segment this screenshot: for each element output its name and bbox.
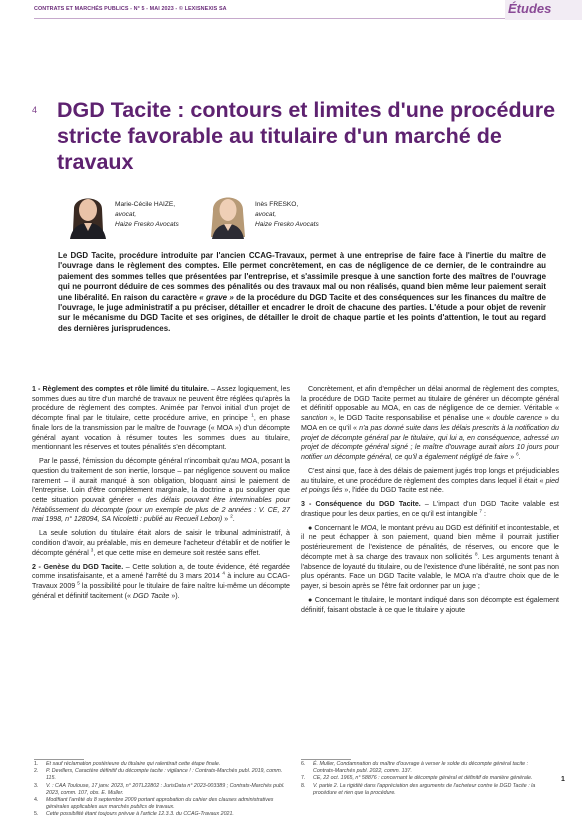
author-role: avocat, [115, 210, 137, 218]
author-photo [208, 189, 248, 239]
author-role: avocat, [255, 210, 277, 218]
paragraph-text: la possibilité pour le titulaire de faire naître lui-même un décompte général et définitif tacitement (« [32, 581, 290, 600]
footnote [301, 775, 546, 782]
footnote-number: 8. [301, 782, 306, 789]
paragraph-text: – Cette solution a, de toute évidence, été regardée comme insatisfaisante, et a amené l'arrêté du 3 mars 2014 [32, 562, 290, 581]
paragraph-text: ● Concernant le titulaire, le montant indiqué dans son décompte est également définitif, faisant obstacle à ce que le titulaire y ajoute [301, 595, 559, 614]
citation: MOA [360, 523, 377, 532]
paragraph-heading: 1 - Règlement des comptes et rôle limité du titulaire. [32, 385, 210, 393]
footnote-ref: 3 [90, 547, 94, 553]
footnote [301, 761, 546, 775]
footnotes-right [301, 761, 546, 797]
paragraph-text: à inclure au CCAG-Travaux 2009 [32, 572, 291, 590]
paragraph [301, 385, 559, 463]
paragraph [301, 467, 559, 496]
paragraph-text: ● Concernant le [308, 523, 361, 532]
footnote-text: É. Muller, Condamnation du maître d'ouvrage à verser le solde du décompte général tacite : Contrats-Marchés publ. 2022, comm. 137. [313, 761, 529, 775]
abstract [58, 251, 546, 334]
footnote-ref: 8 [474, 551, 478, 557]
citation: pied et poings liés [301, 476, 559, 495]
footnote-number: 7. [301, 775, 306, 782]
abstract-part2: de la procédure du DGD Tacite et des conséquences sur les finances du maître de l'ouvrage, le juge administratif a pu préciser, détailler et encadrer le droit de chacune des parties. L'étude a pour objet de revenir sur le mécanisme du DGD Tacite et ses origines, de détailler le droit de chaque partie et les points d'attention, le tout au regard des dernières jurisprudences. [58, 292, 546, 333]
paragraph-heading: 2 - Genèse du DGD Tacite. [32, 562, 124, 571]
citation: des délais pouvant être interminables pour l'établissement du décompte (pour un exemple de plus de 2 années : V. CE, 27 mai 1998, n° 128094, SA Nicoletti : publié au Recueil Lebon) [32, 495, 290, 524]
footnote-text: Modifiant l'arrêté du 8 septembre 2009 portant approbation du cahier des clauses administratives générales applicables aux marchés publics de travaux. [46, 797, 274, 811]
paragraph-text: »). [169, 591, 180, 600]
article-number: 4 [32, 105, 38, 115]
footnote [34, 768, 292, 782]
paragraph-text: , et que cette mise en demeure soit restée sans effet. [93, 548, 261, 557]
citation: sanction [301, 414, 328, 423]
footnote-number: 6. [301, 761, 306, 767]
author-info [255, 200, 319, 229]
footnote-number: 4. [34, 797, 39, 804]
footnote-ref: 4 [222, 570, 225, 576]
footnote [34, 761, 292, 768]
paragraph-text: – Assez logiquement, les sommes dues au titre d'un marché de travaux ne peuvent être réglées qu'après la procédure de règlement des comptes. Animée par l'envoi initial d'un projet de décompte final par le titulaire, cette procédure arrive, en principe [32, 385, 290, 423]
footnote-text: P. Devillers, Caractère définitif du décompte tacite : vigilance ! : Contrats-Marchés publ. 2019, comm. 115. [46, 768, 283, 782]
footnote-rule [34, 759, 84, 760]
paragraph-text: » [222, 515, 231, 524]
author-photo [68, 189, 108, 239]
paragraph-text: », l'idée du DGD Tacite est née. [342, 486, 444, 495]
citation: n'a pas donné suite dans les délais prescrits à la notification du projet de décompte général par le titulaire, qui lui a, en conséquence, adressé un projet de décompte général signé ; le maître d'ouvrage aurait alors 10 jours pour notifier un décompte général, ce qu'il a également négligé de faire [301, 423, 559, 461]
paragraph [32, 529, 290, 558]
footnote-text: Cette possibilité étant toujours prévue à l'article 12.3.3. du CCAG-Travaux 2021. [46, 811, 234, 818]
paragraph-text: : [481, 509, 486, 518]
footnote-text: V. : CAA Toulouse, 17 janv. 2023, n° 20TL22802 : JurisData n° 2023-003389 ; Contrats-Marchés publ. 2023, comm. 107, obs. E. Muller. [46, 782, 285, 796]
footnote-ref: 1 [251, 412, 254, 418]
footnote-text: CE, 22 oct. 1965, n° 58876 : concernant le décompte général et définitif de manière générale. [313, 775, 533, 782]
page-header [0, 0, 582, 20]
footnotes-left [34, 761, 292, 819]
citation: DGD Tacite [132, 591, 170, 600]
footnote-number: 2. [34, 768, 39, 775]
author-info [115, 200, 179, 229]
footnote-text: V. partie 2. La rigidité dans l'appréciation des arguments de l'acheteur contre le DGD Tacite : la procédure et rien que la procédure. [313, 782, 536, 796]
paragraph-heading: 3 - Conséquence du DGD Tacite. [301, 500, 421, 509]
footnote-ref: 6 [516, 451, 519, 457]
citation: double carence [492, 414, 542, 423]
article-title: DGD Tacite : contours et limites d'une procédure stricte favorable au titulaire d'un marché de travaux [57, 98, 556, 174]
author-name: Inès FRESKO, [255, 201, 299, 208]
author-name: Marie-Cécile HAIZE, [115, 201, 176, 208]
bullet-paragraph [301, 596, 559, 615]
body-column-right [301, 385, 559, 619]
footnote [34, 783, 292, 797]
paragraph-text: », le DGD Tacite responsabilise et pénalise une « [327, 414, 493, 423]
footnote [301, 783, 546, 797]
footnote-ref: 2 [230, 513, 233, 519]
bullet-paragraph [301, 524, 559, 592]
paragraph-text: » [508, 452, 517, 461]
footnote-number: 5. [34, 811, 39, 818]
paragraph-text: , le montant prévu au DGD est définitif et incontestable, et il ne peut échapper à son paiement, quand bien même il pourrait justifier postérieurement de l'existence de pénalités, de réserves, ou encore que le décompte met à sa charge des travaux non sollicités [301, 523, 559, 561]
paragraph-text: Par le passé, l'émission du décompte général n'incombait qu'au MOA, posant la question du traitement de son inertie, lorsque – par négligence souvent ou malice rarement – il aurait manqué à son obligation, bloquant ainsi le paiement de l'entreprise. Loin d'être complètement marginale, la doctrine a pu souligner que cette situation pouvait générer « [32, 457, 290, 504]
authors-block [68, 189, 548, 241]
paragraph [301, 500, 559, 519]
paragraph-text: . Les arguments tenant à l'absence de loyauté du titulaire, ou de l'existence d'une libéralité, ne sont pas non plus opérants. Face un DGD Tacite valable, le MOA n'a d'autre choix que de le payer, si besoin après se l'être fait ordonner par un juge ; [301, 552, 559, 590]
footnote-rule [301, 759, 351, 760]
paragraph-text: , en phase finale lors de la transmission par le maître de l'ouvrage (« MOA ») d'un décompte général ayant vocation à résumer toutes les sommes dues au titulaire, mentionnant les réserves et toutes pénalités s'en décomptant. [32, 414, 290, 452]
paragraph-text: . [232, 515, 235, 524]
footnote-number: 3. [34, 782, 39, 789]
paragraph-text: Concrètement, et afin d'empêcher un délai anormal de règlement des comptes, la procédure de DGD Tacite permet au titulaire de générer un décompte général et définitif opposable au MOA, en cas de négligence de ce dernier. Véritable « [301, 385, 559, 413]
page-number: 1 [561, 776, 565, 783]
abstract-part1: Le DGD Tacite, procédure introduite par l'ancien CCAG-Travaux, permet à une entreprise de faire face à l'inertie du maître de l'ouvrage dans le règlement des comptes. Elle permet concrètement, en cas de négligence de ce dernier, de le contraindre au paiement des sommes telles que présentées par l'entreprise, et s'assimile presque à une sanction forte des maîtres de l'ouvrage qui ne pourront déduire de ces sommes des pénalités ou des travaux mal ou non réalisés, quand bien même leur paiement serait une libéralité. En raison du caractère [58, 251, 546, 302]
section-label: Études [508, 1, 552, 16]
paragraph-text: . [518, 452, 521, 461]
author-firm: Haize Fresko Avocats [115, 220, 179, 228]
abstract-emphasis: « grave » [199, 292, 234, 302]
section-tag [505, 0, 582, 20]
footnote-ref: 7 [479, 508, 482, 514]
header-rule [34, 18, 505, 19]
paragraph [32, 385, 290, 453]
author-firm: Haize Fresko Avocats [255, 220, 319, 228]
body-column-left [32, 385, 290, 606]
paragraph-text: » du MOA en ce qu'il « [301, 414, 560, 432]
paragraph [32, 457, 290, 525]
paragraph-text: La seule solution du titulaire était alors de saisir le tribunal administratif, à condition d'avoir, au préalable, mis en demeure l'acheteur d'établir et de notifier le décompte général [32, 529, 290, 557]
paragraph [32, 563, 290, 602]
footnote [34, 811, 292, 818]
running-head: CONTRATS ET MARCHÉS PUBLICS - N° 5 - MAI 2023 - © LEXISNEXIS SA [34, 6, 227, 12]
footnote-number: 1. [34, 761, 39, 767]
footnote-text: Et sauf réclamation postérieure du titulaire qui ralentirait cette étape finale. [46, 761, 221, 767]
footnote [34, 797, 292, 811]
paragraph-text: C'est ainsi que, face à des délais de paiement jugés trop longs et préjudiciables au titulaire, et une procédure de règlement des comptes dans lequel il était « [301, 466, 559, 485]
paragraph-text: – L'impact d'un DGD Tacite valable est drastique pour les deux parties, en ce qu'il est intangible [301, 500, 559, 518]
footnote-ref: 5 [77, 580, 80, 586]
